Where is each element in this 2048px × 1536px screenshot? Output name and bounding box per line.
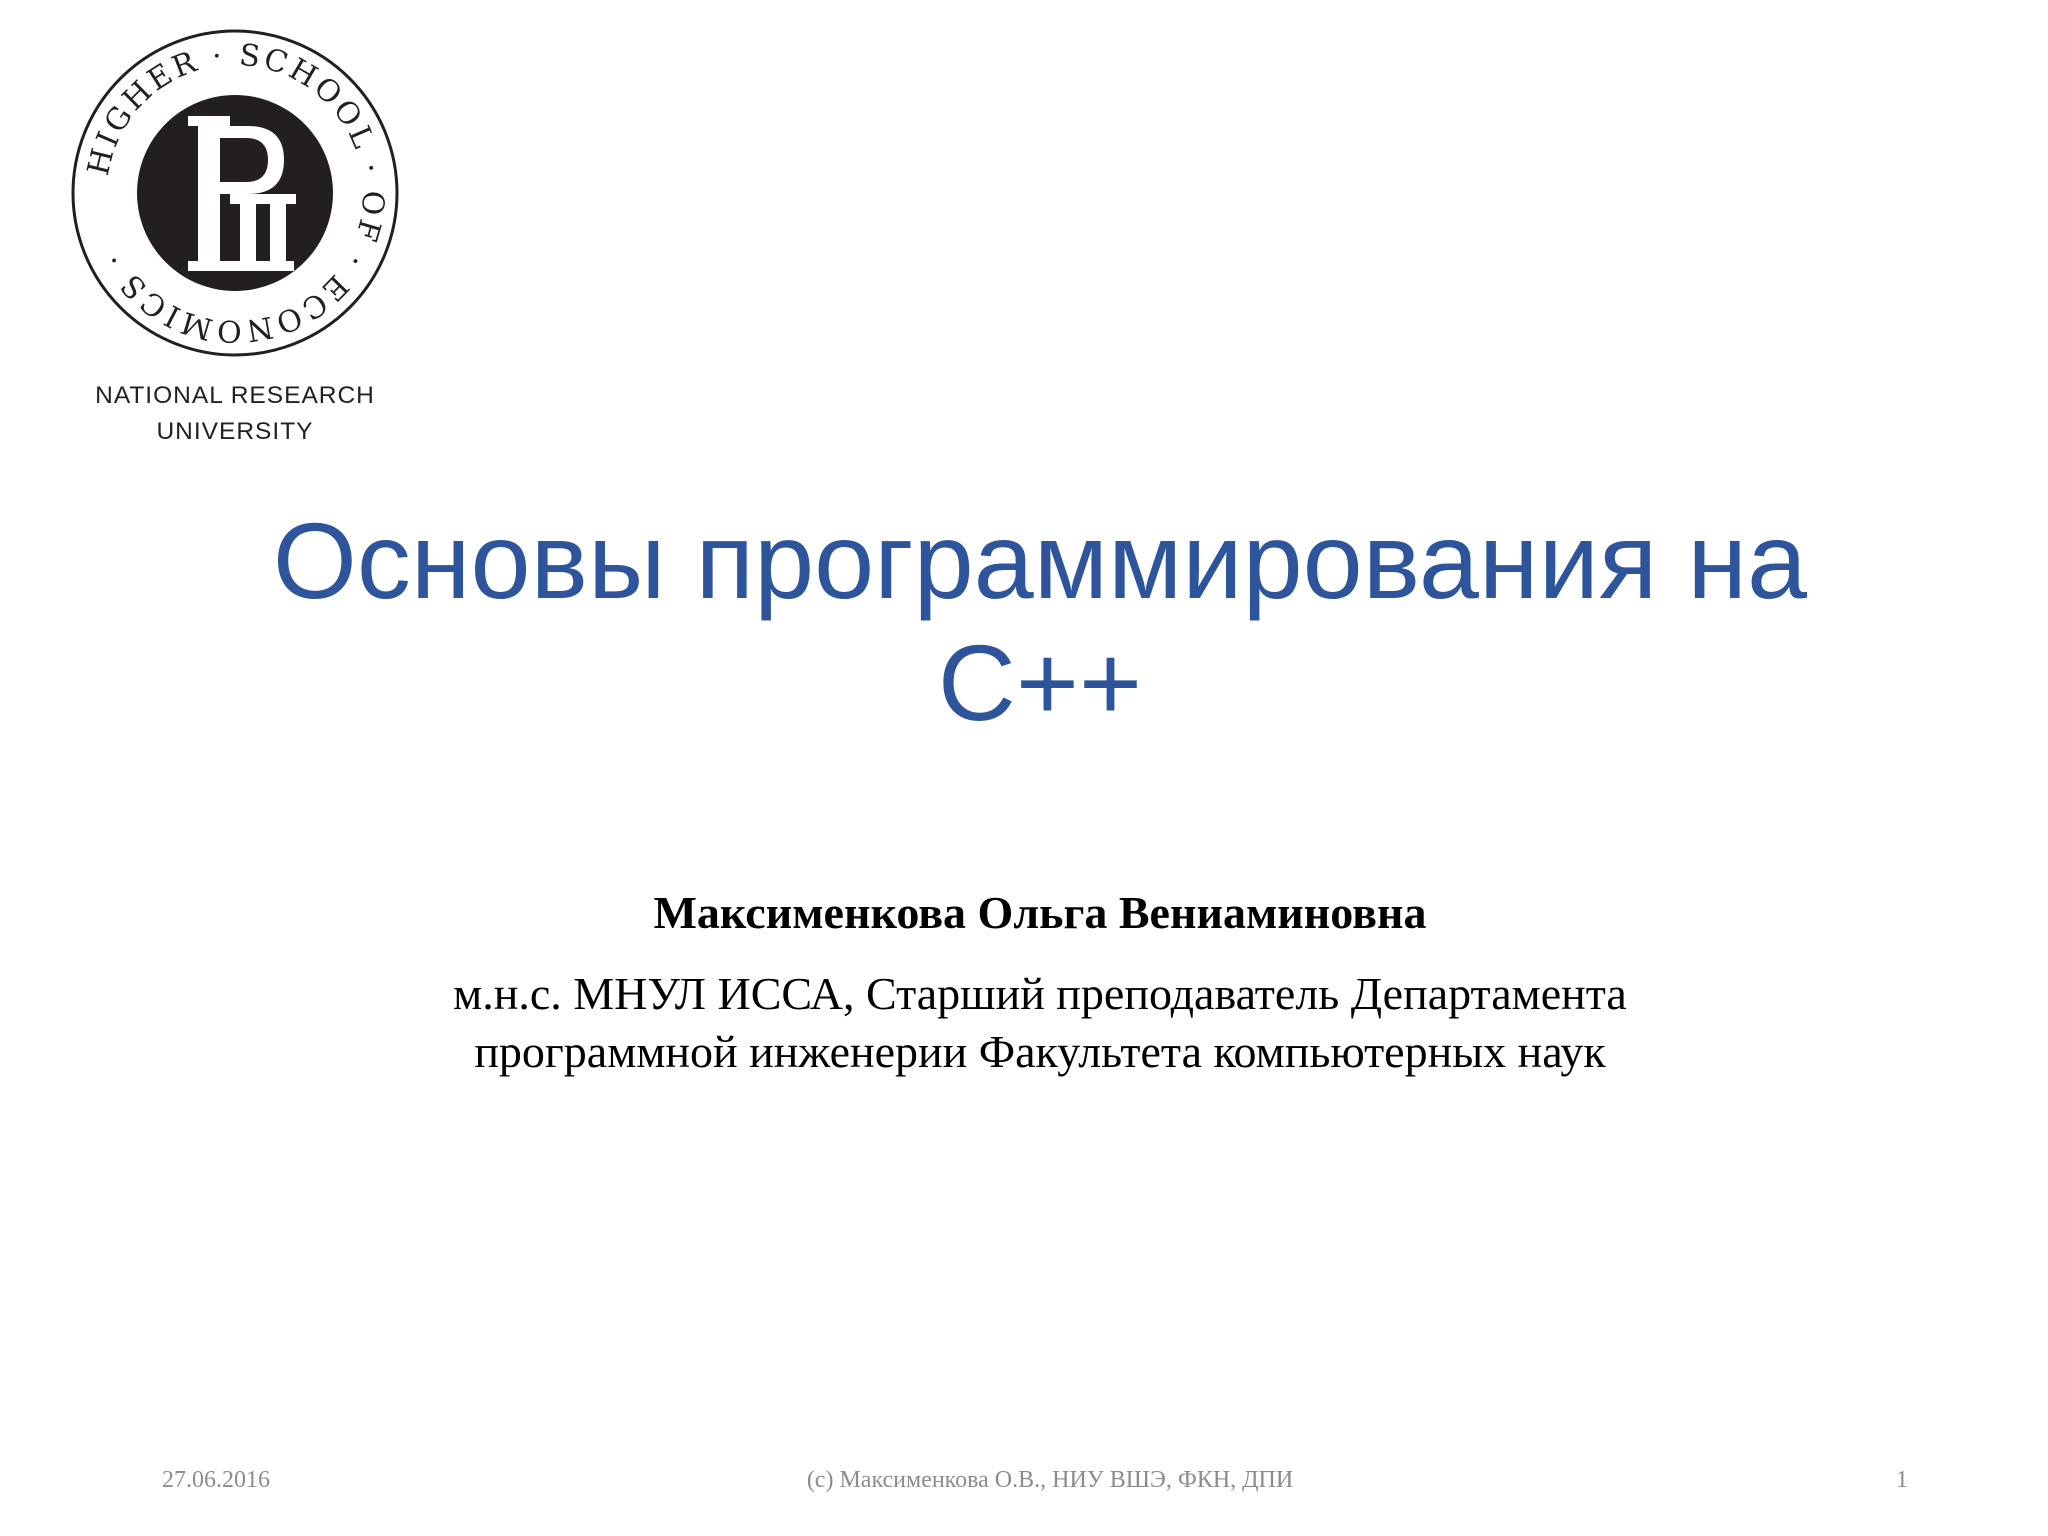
author-position-line2: программной инженерии Факультета компьютерных наук [474, 1026, 1606, 1077]
logo-caption-line1: NATIONAL RESEARCH [95, 382, 375, 409]
slide-title [130, 500, 1950, 744]
logo-ring-text: HIGHER · SCHOOL · OF · ECONOMICS · [80, 37, 391, 349]
footer-date: 27.06.2016 [162, 1467, 270, 1493]
author-position-line1: м.н.с. МНУЛ ИССА, Старший преподаватель Департамента [453, 968, 1627, 1019]
logo-caption-line2: UNIVERSITY [156, 418, 314, 445]
page-number: 1 [1896, 1467, 1908, 1493]
author-name: Максименкова Ольга Вениаминовна [653, 887, 1427, 938]
slide-title-line1: Основы программирования на [272, 500, 1808, 621]
logo-caption [40, 378, 430, 450]
author-position [200, 965, 1880, 1081]
slide-title-line2: С++ [937, 622, 1143, 743]
hse-logo-icon [70, 28, 400, 358]
footer-copyright: (с) Максименкова О.В., НИУ ВШЭ, ФКН, ДПИ [806, 1467, 1294, 1493]
